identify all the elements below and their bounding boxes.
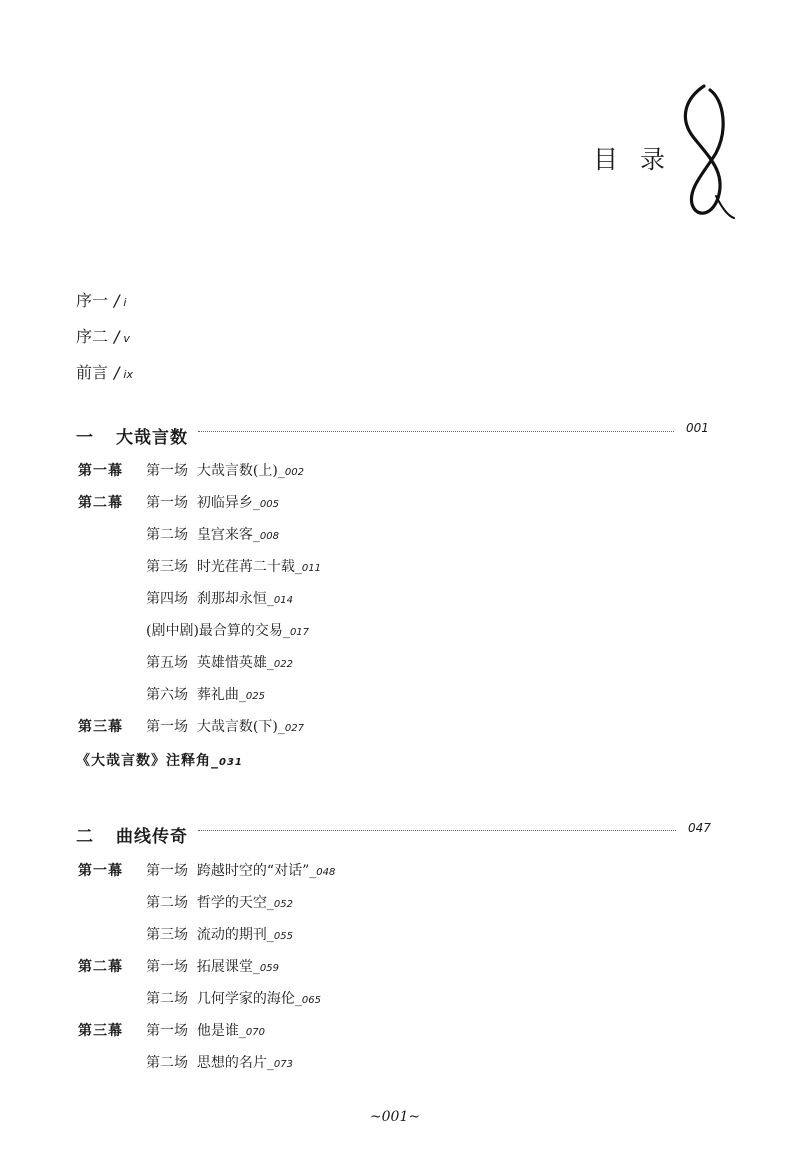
entry-title: 大哉言数(上) [196, 463, 278, 479]
entry-title: 拓展课堂 [196, 959, 253, 975]
entry-page: 059 [259, 963, 279, 974]
entry-page: 048 [316, 867, 336, 878]
toc-entry[interactable]: 第一场 大哉言数(上)_002 [146, 463, 304, 479]
footer-tilde-left: ~ [369, 1109, 382, 1125]
toc-entry[interactable]: 第三场 时光荏苒二十载_011 [146, 559, 321, 575]
entry-title: 时光荏苒二十载 [196, 559, 295, 575]
entry-page: 002 [284, 467, 304, 478]
toc-entry[interactable]: 第一场 跨越时空的“对话”_048 [146, 863, 336, 879]
part-page: 001 [686, 421, 709, 435]
toc-entry[interactable]: 第六场 葬礼曲_025 [146, 687, 265, 703]
toc-entry[interactable]: 第一场 大哉言数(下)_027 [146, 719, 304, 735]
front-page: v [123, 332, 130, 345]
scene-label: 第二场 [146, 527, 188, 543]
entry-page: 065 [301, 995, 321, 1006]
toc-entry[interactable]: 第二场 皇宫来客_008 [146, 527, 279, 543]
act-label: 第二幕 [78, 495, 123, 511]
footer-page-number: 001 [381, 1109, 409, 1125]
scene-label: 第五场 [146, 655, 188, 671]
toc-entry[interactable]: 第二场 思想的名片_073 [146, 1055, 293, 1071]
note-page: 031 [219, 757, 243, 768]
act-label: 第三幕 [78, 719, 123, 735]
leader-dots [198, 830, 676, 831]
act-label: 第一幕 [78, 863, 123, 879]
toc-entry[interactable]: 第一场 拓展课堂_059 [146, 959, 279, 975]
scene-label: 第三场 [146, 559, 188, 575]
entry-page: 005 [259, 499, 279, 510]
toc-entry[interactable]: 第一场 他是谁_070 [146, 1023, 265, 1039]
leader-dots [198, 431, 674, 432]
front-entry[interactable] [76, 360, 133, 383]
slash-separator: / [114, 327, 120, 346]
part-heading[interactable] [76, 822, 188, 847]
entry-page: 008 [259, 531, 279, 542]
scene-label: 第一场 [146, 495, 188, 511]
entry-page: 014 [273, 595, 293, 606]
part-page: 047 [688, 821, 711, 835]
toc-entry[interactable]: 第五场 英雄惜英雄_022 [146, 655, 293, 671]
page-title: 目录 [593, 145, 688, 174]
toc-entry[interactable]: 第四场 刹那却永恒_014 [146, 591, 293, 607]
note-title: 《大哉言数》注释角 [76, 753, 211, 769]
act-label: 第一幕 [78, 463, 123, 479]
entry-page: 055 [273, 931, 293, 942]
entry-page: 070 [245, 1027, 265, 1038]
entry-page: 022 [273, 659, 293, 670]
scene-label: 第二场 [146, 991, 188, 1007]
entry-title: 思想的名片 [196, 1055, 267, 1071]
part-title: 大哉言数 [116, 428, 188, 448]
toc-entry[interactable]: 第二场 几何学家的海伦_065 [146, 991, 321, 1007]
slash-separator: / [114, 363, 120, 382]
act-label: 第二幕 [78, 959, 123, 975]
scene-label: 第三场 [146, 927, 188, 943]
slash-separator: / [114, 291, 120, 310]
entry-title: 跨越时空的“对话” [196, 863, 310, 879]
part-number: 二 [76, 827, 94, 847]
entry-title: 大哉言数(下) [196, 719, 278, 735]
entry-page: 017 [289, 627, 310, 638]
toc-entry[interactable]: (剧中剧)最合算的交易_017 [146, 623, 310, 639]
footer-tilde-right: ~ [408, 1109, 421, 1125]
part-heading[interactable] [76, 423, 188, 448]
scene-label: 第一场 [146, 719, 188, 735]
entry-title: 流动的期刊 [196, 927, 267, 943]
part-number: 一 [76, 428, 94, 448]
part-title: 曲线传奇 [116, 827, 188, 847]
entry-title: 皇宫来客 [196, 527, 253, 543]
entry-title: 初临异乡 [196, 495, 253, 511]
annotation-entry[interactable]: 《大哉言数》注释角_031 [76, 753, 243, 769]
entry-title: 刹那却永恒 [196, 591, 267, 607]
front-label: 前言 [76, 363, 109, 382]
entry-title: 英雄惜英雄 [196, 655, 267, 671]
front-label: 序二 [76, 327, 109, 346]
front-label: 序一 [76, 291, 109, 310]
scene-label: 第一场 [146, 863, 188, 879]
scene-label: 第二场 [146, 895, 188, 911]
front-page: i [123, 296, 127, 309]
entry-title: 葬礼曲 [196, 687, 239, 703]
front-entry[interactable] [76, 288, 126, 311]
scene-label: 第四场 [146, 591, 188, 607]
entry-title: 哲学的天空 [196, 895, 267, 911]
front-entry[interactable] [76, 324, 130, 347]
entry-title: 他是谁 [196, 1023, 239, 1039]
ornament-flourish-icon [666, 78, 736, 228]
entry-title: 几何学家的海伦 [196, 991, 295, 1007]
entry-title: (剧中剧)最合算的交易 [146, 623, 283, 639]
scene-label: 第一场 [146, 1023, 188, 1039]
entry-page: 052 [273, 899, 293, 910]
scene-label: 第一场 [146, 463, 188, 479]
toc-entry[interactable]: 第三场 流动的期刊_055 [146, 927, 293, 943]
toc-entry[interactable]: 第一场 初临异乡_005 [146, 495, 279, 511]
front-page: ix [123, 368, 133, 381]
scene-label: 第一场 [146, 959, 188, 975]
toc-entry[interactable]: 第二场 哲学的天空_052 [146, 895, 293, 911]
page-footer [0, 1109, 790, 1125]
scene-label: 第二场 [146, 1055, 188, 1071]
entry-page: 027 [284, 723, 304, 734]
entry-page: 011 [301, 563, 321, 574]
act-label: 第三幕 [78, 1023, 123, 1039]
scene-label: 第六场 [146, 687, 188, 703]
entry-page: 025 [245, 691, 265, 702]
entry-page: 073 [273, 1059, 293, 1070]
